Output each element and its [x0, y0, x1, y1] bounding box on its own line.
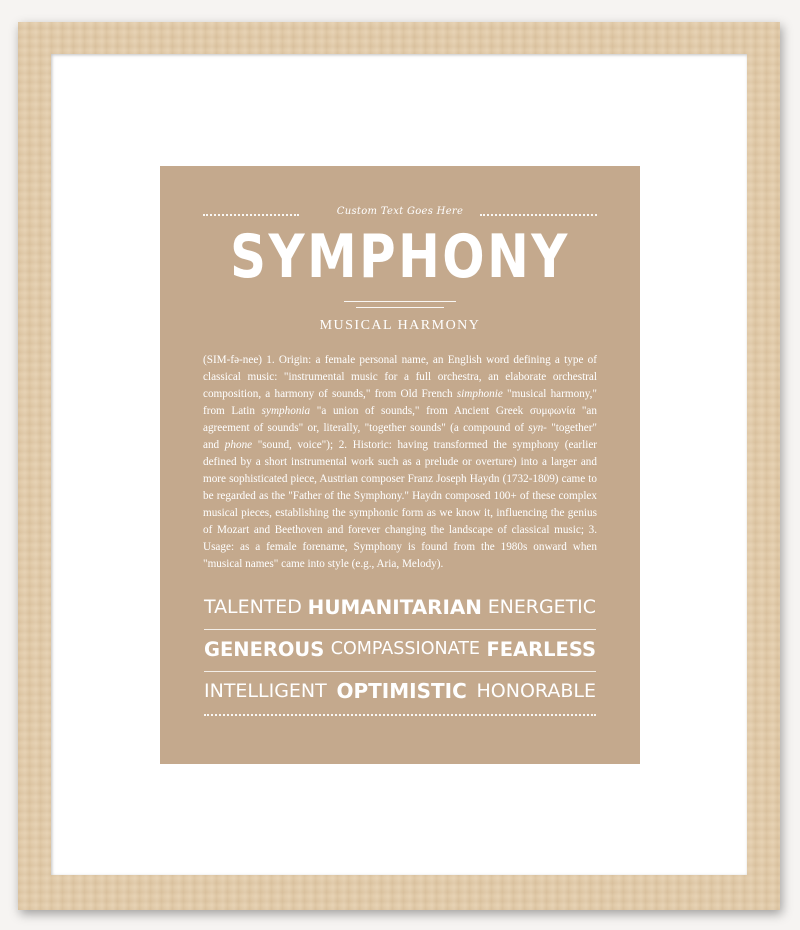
traits-row-1 [204, 590, 596, 624]
traits-rule [204, 629, 596, 630]
trait-word: HUMANITARIAN [307, 595, 482, 619]
picture-frame [18, 22, 780, 910]
definition-emphasis: simphonie [456, 388, 503, 400]
trait-word: INTELLIGENT [204, 680, 327, 702]
traits-rule [204, 671, 596, 672]
definition-emphasis: phone [224, 439, 253, 451]
definition-emphasis: symphonia [261, 405, 311, 417]
custom-text: Custom Text Goes Here [336, 206, 464, 217]
definition-text: "musical harmony," from Latin [203, 388, 597, 417]
traits-row-3 [204, 674, 596, 708]
name-definition [203, 352, 597, 573]
title-rule-upper [344, 301, 456, 302]
mat-board [51, 54, 747, 875]
trait-word: GENEROUS [204, 637, 325, 661]
definition-text: "a union of sounds," from Ancient Greek συμφωνία "an agreement of sounds" or, literally, "together sounds" (a compound of [203, 405, 597, 434]
trait-word: HONORABLE [476, 680, 596, 702]
dotted-divider-bottom [204, 714, 596, 716]
definition-text: "together" and [203, 422, 597, 451]
title-rule-lower [356, 307, 444, 308]
name-subtitle: MUSICAL HARMONY [319, 318, 481, 333]
trait-word: OPTIMISTIC [336, 679, 467, 703]
definition-emphasis: syn- [528, 422, 547, 434]
name-title: SYMPHONY [230, 222, 570, 292]
trait-word: ENERGETIC [487, 596, 596, 618]
name-definition-print [160, 166, 640, 764]
definition-text: (SIM-fə-nee) 1. Origin: a female personal name, an English word defining a type of classical music: "instrumental music for a full orchestra, an elaborate orchestral composition, a harmony of sounds," from Old French [203, 354, 597, 400]
trait-word: FEARLESS [486, 637, 596, 661]
definition-text: "sound, voice"); 2. Historic: having transformed the symphony (earlier defined by a short instrumental work such as a prelude or overture) into a larger and more sophisticated piece, Austrian composer Franz Joseph Haydn (1732-1809) came to be regarded as the "Father of the Symphony." Haydn composed 100+ of these complex musical pieces, establishing the symphonic form as we know it, influencing the genius of Mozart and Beethoven and forever changing the landscape of classical music; 3. Usage: as a female forename, Symphony is found from the 1980s onward when "musical names" came into style (e.g., Aria, Melody). [203, 439, 598, 570]
trait-word: COMPASSIONATE [330, 639, 480, 659]
traits-row-2 [204, 632, 596, 666]
trait-word: TALENTED [204, 596, 302, 618]
